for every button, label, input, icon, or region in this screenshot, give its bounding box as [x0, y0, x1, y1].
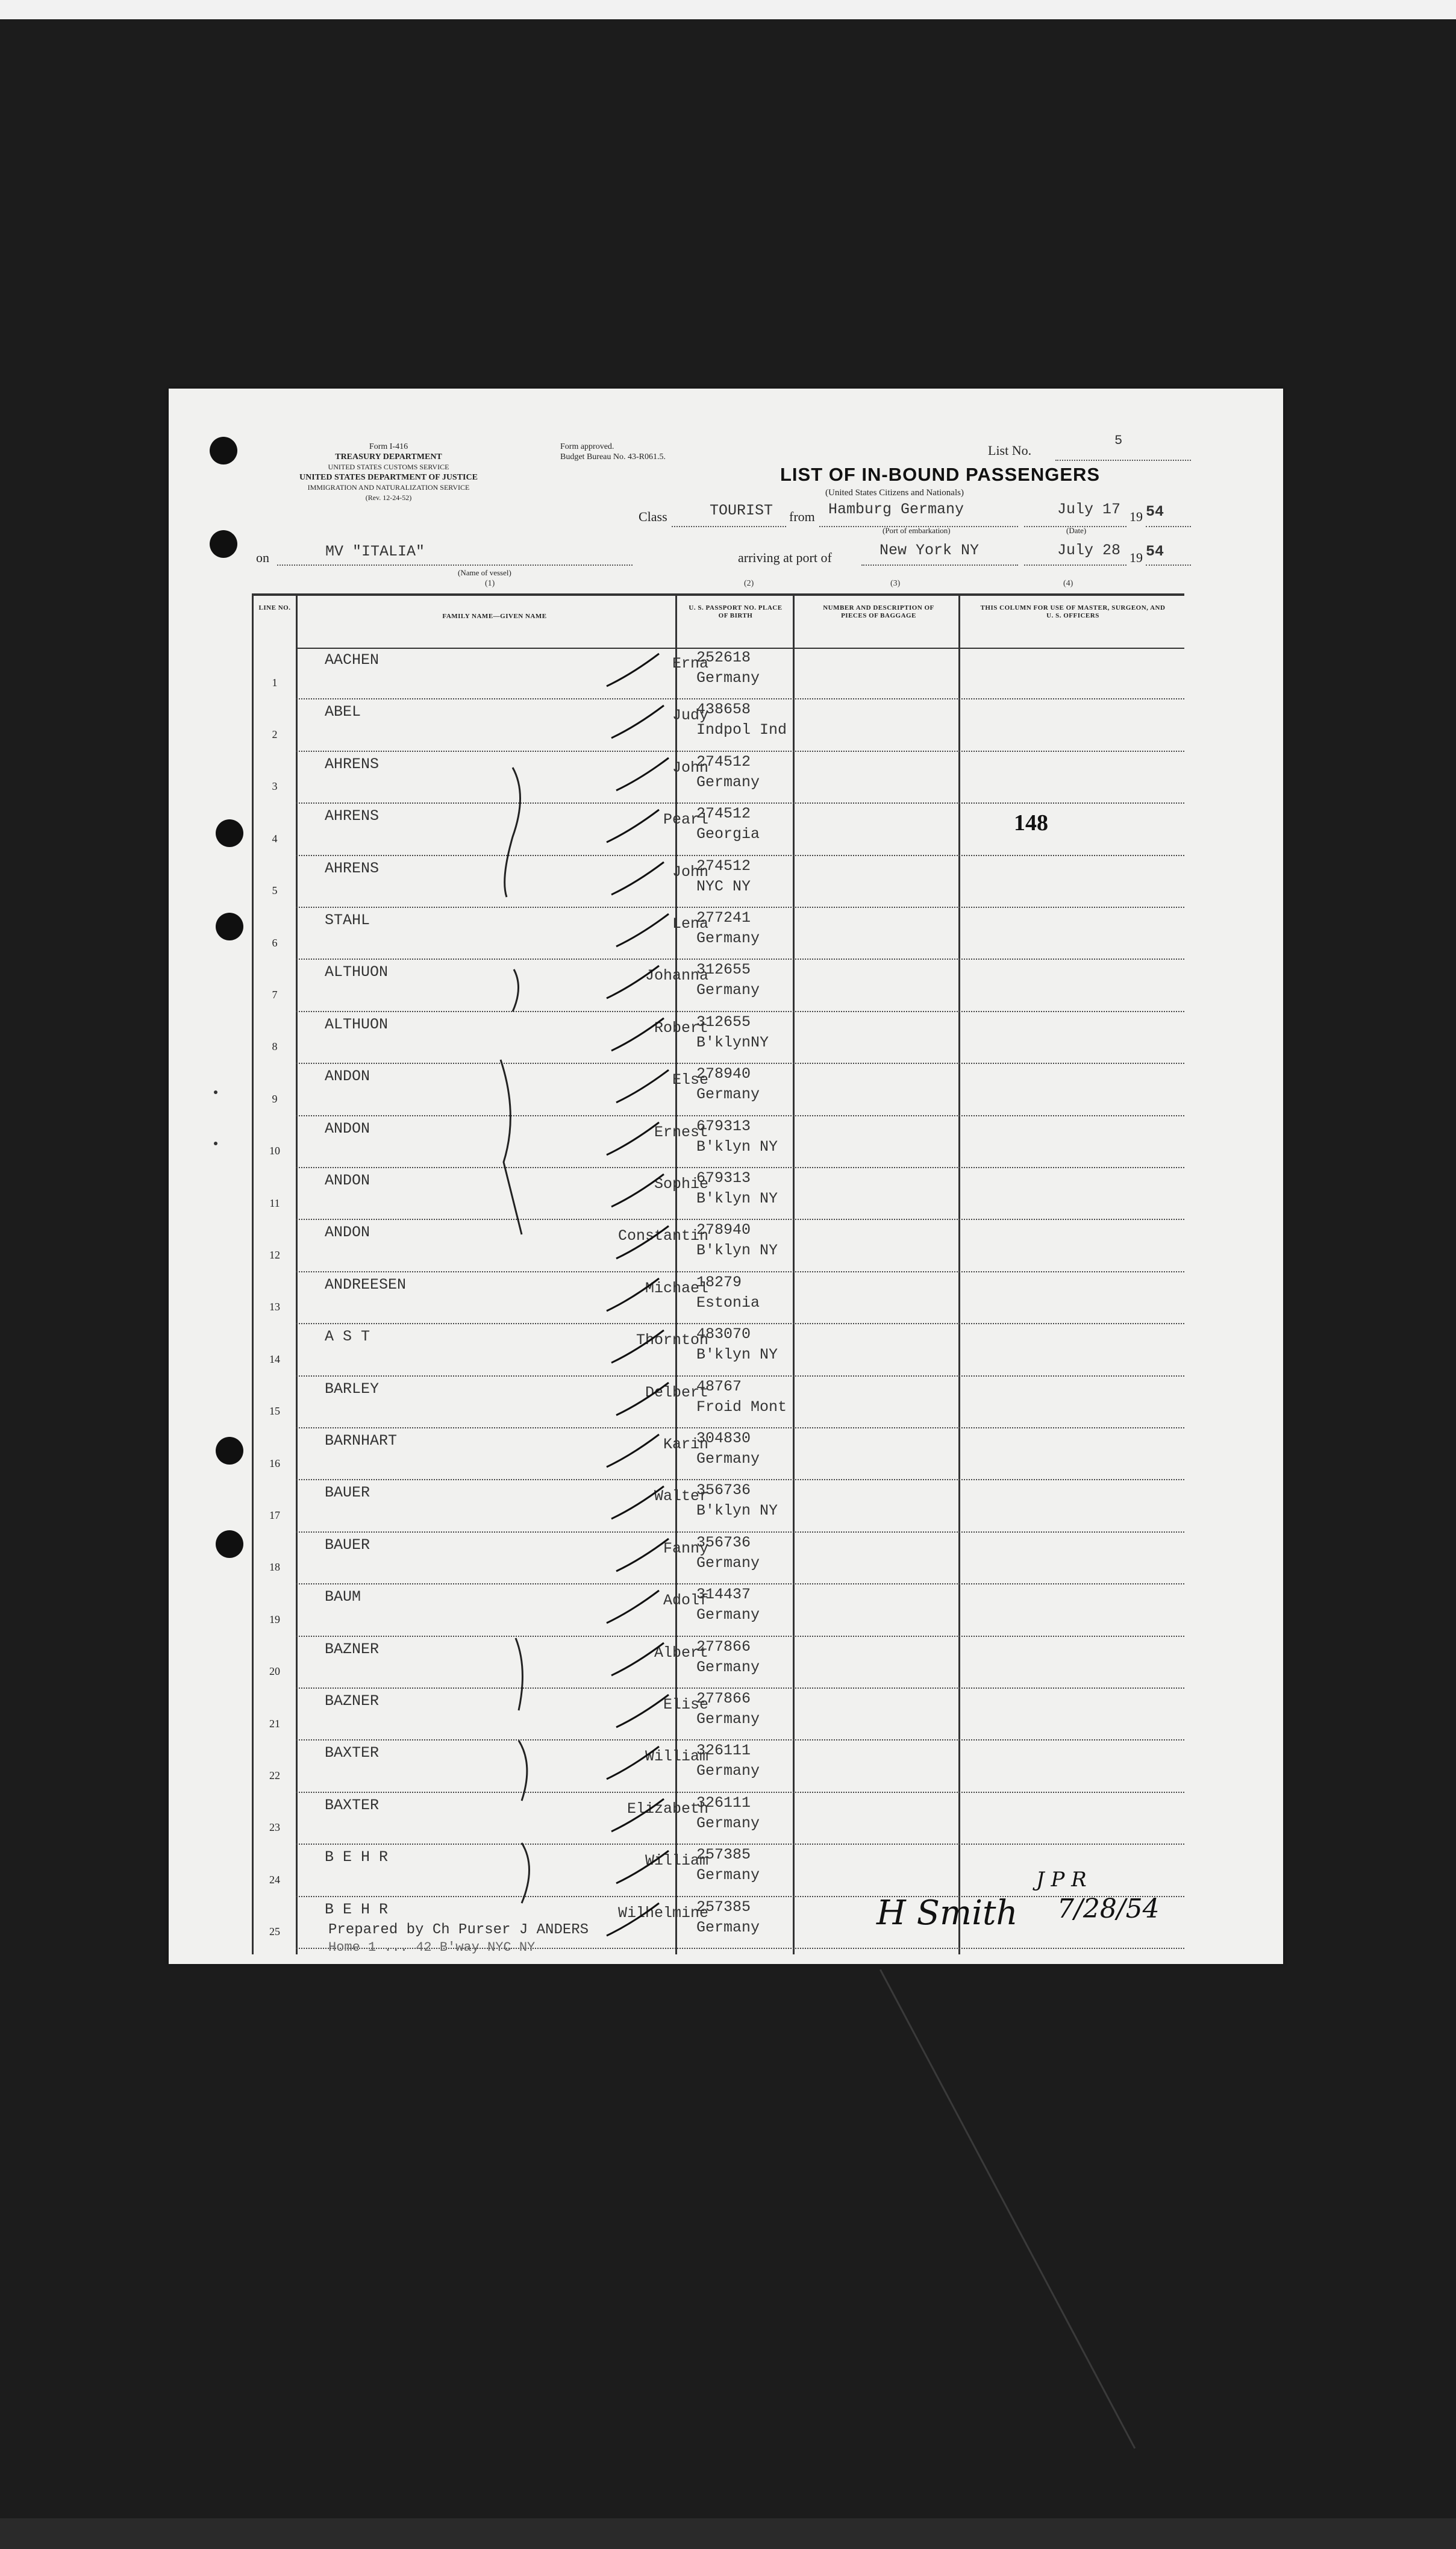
- family-name: B E H R: [325, 1848, 389, 1866]
- embark-note: (Port of embarkation): [883, 526, 951, 535]
- mark-dot: [214, 1142, 217, 1145]
- family-name: ANDON: [325, 1224, 370, 1242]
- justice-label: UNITED STATES DEPARTMENT OF JUSTICE: [299, 473, 478, 482]
- on-label: on: [256, 550, 269, 565]
- column-number-2: (2): [744, 579, 754, 588]
- place-of-birth: Germany: [696, 1086, 760, 1104]
- passport-number: 326111: [696, 1742, 751, 1760]
- passport-number: 356736: [696, 1481, 751, 1500]
- line-number: 19: [269, 1613, 280, 1625]
- punch-hole: [210, 437, 237, 464]
- passport-number: 257385: [696, 1898, 751, 1916]
- family-name: ANDON: [325, 1119, 370, 1137]
- line-number: 10: [269, 1145, 280, 1157]
- prepared-by: Prepared by Ch Purser J ANDERS: [328, 1922, 589, 1938]
- family-name: BAXTER: [325, 1744, 380, 1762]
- place-of-birth: B'klyn NY: [696, 1190, 778, 1207]
- given-name: Judy: [672, 707, 708, 725]
- given-name: John: [672, 863, 708, 881]
- line-number: 18: [269, 1561, 280, 1574]
- punch-hole: [216, 913, 243, 940]
- given-name: Pearl: [663, 811, 708, 829]
- punch-hole: [210, 530, 237, 558]
- given-name: Adolf: [663, 1592, 708, 1610]
- line-number: 1: [272, 676, 278, 689]
- given-name: Robert: [654, 1019, 708, 1037]
- given-name: Erna: [672, 655, 708, 672]
- place-of-birth: Germany: [696, 1450, 760, 1468]
- ins-label: IMMIGRATION AND NATURALIZATION SERVICE: [307, 483, 470, 492]
- line-number: 6: [272, 936, 278, 949]
- place-of-birth: Germany: [696, 1710, 760, 1728]
- family-name: ANDON: [325, 1172, 370, 1189]
- family-name: BAZNER: [325, 1692, 380, 1710]
- column-number-4: (4): [1063, 579, 1073, 588]
- budget-bureau: Budget Bureau No. 43-R061.5.: [560, 452, 666, 461]
- line-number: 7: [272, 988, 278, 1001]
- vessel-note: (Name of vessel): [458, 568, 511, 577]
- given-name: Michael: [645, 1279, 708, 1297]
- from-date: July 17: [1057, 501, 1121, 518]
- arrival-port-underline: [861, 565, 1018, 566]
- family-name: ALTHUON: [325, 963, 389, 981]
- given-name: William: [645, 1748, 708, 1766]
- family-name: AHRENS: [325, 807, 380, 825]
- passport-number: 438658: [696, 701, 751, 719]
- family-name: BAZNER: [325, 1640, 380, 1658]
- given-name: Thornton: [636, 1331, 708, 1350]
- arrival-date: July 28: [1057, 542, 1121, 559]
- home-address: Home 1 ... 42 B'way NYC NY: [328, 1940, 536, 1955]
- arrival-year: 54: [1146, 543, 1164, 560]
- place-of-birth: Georgia: [696, 825, 760, 843]
- line-number: 23: [269, 1821, 280, 1834]
- punch-hole: [216, 819, 243, 847]
- line-number: 22: [269, 1769, 280, 1781]
- place-of-birth: Germany: [696, 1814, 760, 1832]
- line-number: 3: [272, 780, 278, 793]
- family-name: ANDON: [325, 1068, 370, 1086]
- place-of-birth: NYC NY: [696, 877, 751, 895]
- passenger-table: [252, 593, 1184, 1954]
- given-name: William: [645, 1852, 708, 1870]
- line-number: 20: [269, 1665, 280, 1678]
- approval-block: [560, 442, 741, 462]
- column-number-1: (1): [485, 579, 495, 588]
- customs-label: UNITED STATES CUSTOMS SERVICE: [328, 463, 449, 471]
- class-label: Class: [639, 509, 667, 524]
- bracket-behr: [522, 1843, 530, 1903]
- passport-number: 679313: [696, 1169, 751, 1187]
- stamp-number: 148: [1014, 810, 1048, 836]
- place-of-birth: Germany: [696, 1554, 760, 1572]
- line-number: 15: [269, 1405, 280, 1418]
- signature-date: 7/28/54: [1057, 1894, 1160, 1924]
- given-name: Constantin: [617, 1227, 708, 1245]
- family-name: AACHEN: [325, 651, 380, 669]
- given-name: Elise: [663, 1696, 708, 1713]
- passport-number: 304830: [696, 1430, 751, 1447]
- place-of-birth: Germany: [696, 981, 760, 999]
- bracket-baxter: [519, 1741, 527, 1801]
- line-number: 14: [269, 1353, 280, 1365]
- class-value: TOURIST: [710, 502, 773, 519]
- family-name: STAHL: [325, 912, 370, 929]
- revision-label: (Rev. 12-24-52): [365, 493, 412, 502]
- family-name: BAUER: [325, 1536, 370, 1554]
- family-name: A S T: [325, 1328, 370, 1346]
- place-of-birth: Germany: [696, 1658, 760, 1676]
- line-number: 4: [272, 832, 278, 845]
- list-no-underline: [1055, 460, 1191, 461]
- line-number: 25: [269, 1925, 280, 1938]
- arrival-year-underline: [1146, 565, 1191, 566]
- from-port: Hamburg Germany: [828, 501, 964, 518]
- given-name: Delbert: [645, 1383, 708, 1401]
- place-of-birth: Germany: [696, 1866, 760, 1884]
- header-line-no: LINE NO.: [258, 604, 291, 611]
- page-title: LIST OF IN-BOUND PASSENGERS: [780, 464, 1101, 485]
- passport-number: 277866: [696, 1637, 751, 1656]
- line-number: 9: [272, 1092, 278, 1105]
- bracket-althuon: [513, 969, 519, 1012]
- film-strip-top: [0, 0, 1456, 19]
- family-name: BAUER: [325, 1484, 370, 1502]
- family-name: ABEL: [325, 703, 361, 721]
- given-name: Fanny: [663, 1539, 708, 1557]
- punch-hole: [216, 1437, 243, 1465]
- vessel-underline: [277, 565, 633, 566]
- line-number: 13: [269, 1301, 280, 1313]
- treasury-label: TREASURY DEPARTMENT: [335, 452, 442, 461]
- arrival-date-underline: [1024, 565, 1126, 566]
- passport-number: 48767: [696, 1377, 742, 1395]
- passport-number: 277241: [696, 909, 751, 927]
- given-name: Else: [672, 1071, 708, 1089]
- passport-number: 277866: [696, 1690, 751, 1707]
- place-of-birth: Germany: [696, 1606, 760, 1624]
- place-of-birth: Froid Mont: [696, 1398, 787, 1416]
- list-no-label: List No.: [988, 443, 1032, 458]
- header-name: FAMILY NAME—GIVEN NAME: [442, 613, 547, 620]
- place-of-birth: Indpol Ind: [696, 721, 787, 739]
- punch-hole: [216, 1530, 243, 1558]
- class-underline: [672, 526, 786, 527]
- passport-number: 274512: [696, 752, 751, 771]
- family-name: B E H R: [325, 1900, 389, 1918]
- given-name: Karin: [663, 1436, 708, 1453]
- from-year-prefix: 19: [1129, 509, 1143, 524]
- passport-number: 278940: [696, 1065, 751, 1083]
- from-year: 54: [1146, 503, 1164, 521]
- given-name: Sophie: [654, 1175, 708, 1193]
- passport-number: 274512: [696, 857, 751, 875]
- place-of-birth: Germany: [696, 930, 760, 947]
- line-number: 21: [269, 1717, 280, 1730]
- family-name: ALTHUON: [325, 1015, 389, 1033]
- place-of-birth: B'klyn NY: [696, 1346, 778, 1364]
- arriving-label: arriving at port of: [738, 550, 832, 565]
- line-number: 8: [272, 1040, 278, 1053]
- line-number: 16: [269, 1457, 280, 1469]
- arrival-year-prefix: 19: [1129, 550, 1143, 565]
- place-of-birth: B'klyn NY: [696, 1242, 778, 1260]
- mark-dot: [214, 1090, 217, 1094]
- line-number: 12: [269, 1248, 280, 1261]
- given-name: Walter: [654, 1487, 708, 1506]
- list-no-value: 5: [1114, 433, 1123, 448]
- given-name: Wilhelmine: [617, 1904, 708, 1922]
- passport-number: 257385: [696, 1846, 751, 1864]
- header-passport: U. S. PASSPORT NO. PLACE OF BIRTH: [689, 604, 783, 619]
- family-name: ANDREESEN: [325, 1275, 407, 1293]
- line-number: 5: [272, 884, 278, 897]
- form-approved: Form approved.: [560, 442, 614, 451]
- bracket-andon: [501, 1060, 522, 1234]
- header-baggage: NUMBER AND DESCRIPTION OF PIECES OF BAGGAGE: [823, 604, 934, 619]
- given-name: Ernest: [654, 1123, 708, 1141]
- vessel-name: MV "ITALIA": [325, 543, 425, 560]
- column-number-3: (3): [890, 579, 901, 588]
- line-number: 2: [272, 728, 278, 740]
- passport-number: 312655: [696, 961, 751, 979]
- bracket-ahrens: [505, 768, 520, 897]
- manifest-page: [169, 389, 1283, 1964]
- film-scratch: [880, 1969, 1136, 2449]
- given-name: Lena: [672, 915, 708, 933]
- date-note: (Date): [1066, 526, 1087, 535]
- family-brackets: [254, 596, 1184, 1954]
- passport-number: 252618: [696, 649, 751, 666]
- family-name: BAUM: [325, 1588, 361, 1606]
- passport-number: 274512: [696, 805, 751, 823]
- passport-number: 326111: [696, 1794, 751, 1812]
- film-strip-bottom: [0, 2518, 1456, 2549]
- place-of-birth: Germany: [696, 773, 760, 791]
- passport-number: 679313: [696, 1117, 751, 1135]
- given-name: Johanna: [645, 967, 708, 985]
- from-year-underline: [1146, 526, 1191, 527]
- place-of-birth: B'klyn NY: [696, 1137, 778, 1156]
- passport-number: 312655: [696, 1013, 751, 1031]
- officer-signature: H Smith: [876, 1894, 1018, 1933]
- given-name: Albert: [654, 1644, 708, 1662]
- family-name: AHRENS: [325, 859, 380, 877]
- line-number: 17: [269, 1509, 280, 1521]
- passport-number: 483070: [696, 1325, 751, 1343]
- from-label: from: [789, 509, 815, 524]
- arrival-port: New York NY: [880, 542, 980, 559]
- place-of-birth: Germany: [696, 1918, 760, 1936]
- line-number: 24: [269, 1873, 280, 1886]
- passport-number: 314437: [696, 1586, 751, 1604]
- place-of-birth: B'klyn NY: [696, 1502, 778, 1520]
- place-of-birth: Germany: [696, 1762, 760, 1780]
- passport-number: 278940: [696, 1221, 751, 1239]
- family-name: BARNHART: [325, 1432, 398, 1450]
- family-name: BARLEY: [325, 1380, 380, 1398]
- bracket-bazner: [516, 1638, 522, 1710]
- place-of-birth: Germany: [696, 669, 760, 687]
- header-officers: THIS COLUMN FOR USE OF MASTER, SURGEON, AND U. S. OFFICERS: [980, 604, 1166, 619]
- form-number: Form I-416: [369, 442, 408, 451]
- passport-number: 356736: [696, 1533, 751, 1551]
- place-of-birth: Estonia: [696, 1293, 760, 1312]
- given-name: Elizabeth: [626, 1800, 708, 1818]
- passport-number: 18279: [696, 1273, 742, 1291]
- officer-initials: J P R: [1036, 1868, 1087, 1892]
- given-name: John: [672, 758, 708, 777]
- place-of-birth: B'klynNY: [696, 1033, 769, 1051]
- page-subtitle: (United States Citizens and Nationals): [825, 488, 964, 498]
- family-name: AHRENS: [325, 755, 380, 773]
- family-name: BAXTER: [325, 1796, 380, 1814]
- line-number: 11: [269, 1196, 280, 1209]
- form-id-block: [247, 442, 530, 503]
